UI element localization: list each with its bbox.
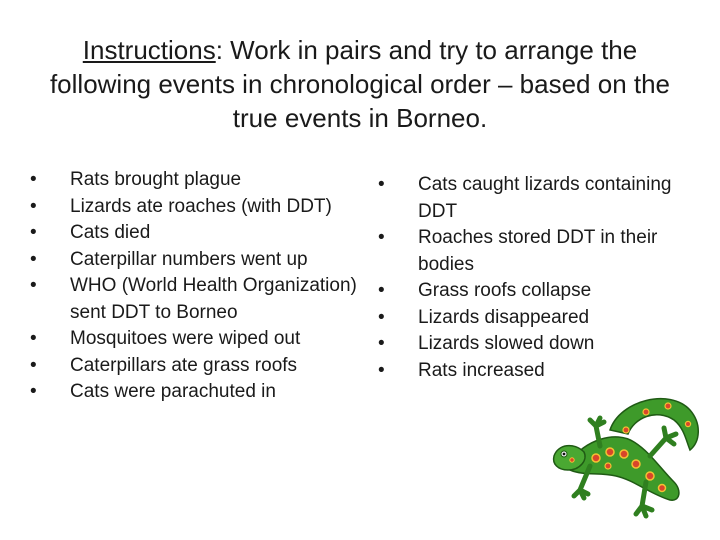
list-item: • Caterpillars ate grass roofs [30, 353, 368, 380]
list-item: • Lizards ate roaches (with DDT) [30, 194, 368, 221]
list-item: • Grass roofs collapse [378, 278, 698, 305]
lizard-icon [550, 390, 708, 522]
left-event-list [30, 167, 368, 406]
list-item: • Lizards slowed down [378, 331, 698, 358]
right-event-list [378, 172, 698, 384]
list-item: • Rats brought plague [30, 167, 368, 194]
list-item: • Rats increased [378, 358, 698, 385]
list-item: • Cats died [30, 220, 368, 247]
list-item: • Cats caught lizards containing DDT [378, 172, 698, 225]
instructions-text: : Work in pairs and try to arrange the following events in chronological order – based on the true events in Borneo. [49, 35, 671, 133]
list-item: • WHO (World Health Organization) sent DDT to Borneo [30, 273, 368, 326]
list-item: • Caterpillar numbers went up [30, 247, 368, 274]
list-item: • Mosquitoes were wiped out [30, 326, 368, 353]
list-item: • Lizards disappeared [378, 305, 698, 332]
list-item: • Roaches stored DDT in their bodies [378, 225, 698, 278]
list-item: • Cats were parachuted in [30, 379, 368, 406]
slide-title [40, 33, 680, 135]
instructions-heading: Instructions [82, 35, 216, 65]
